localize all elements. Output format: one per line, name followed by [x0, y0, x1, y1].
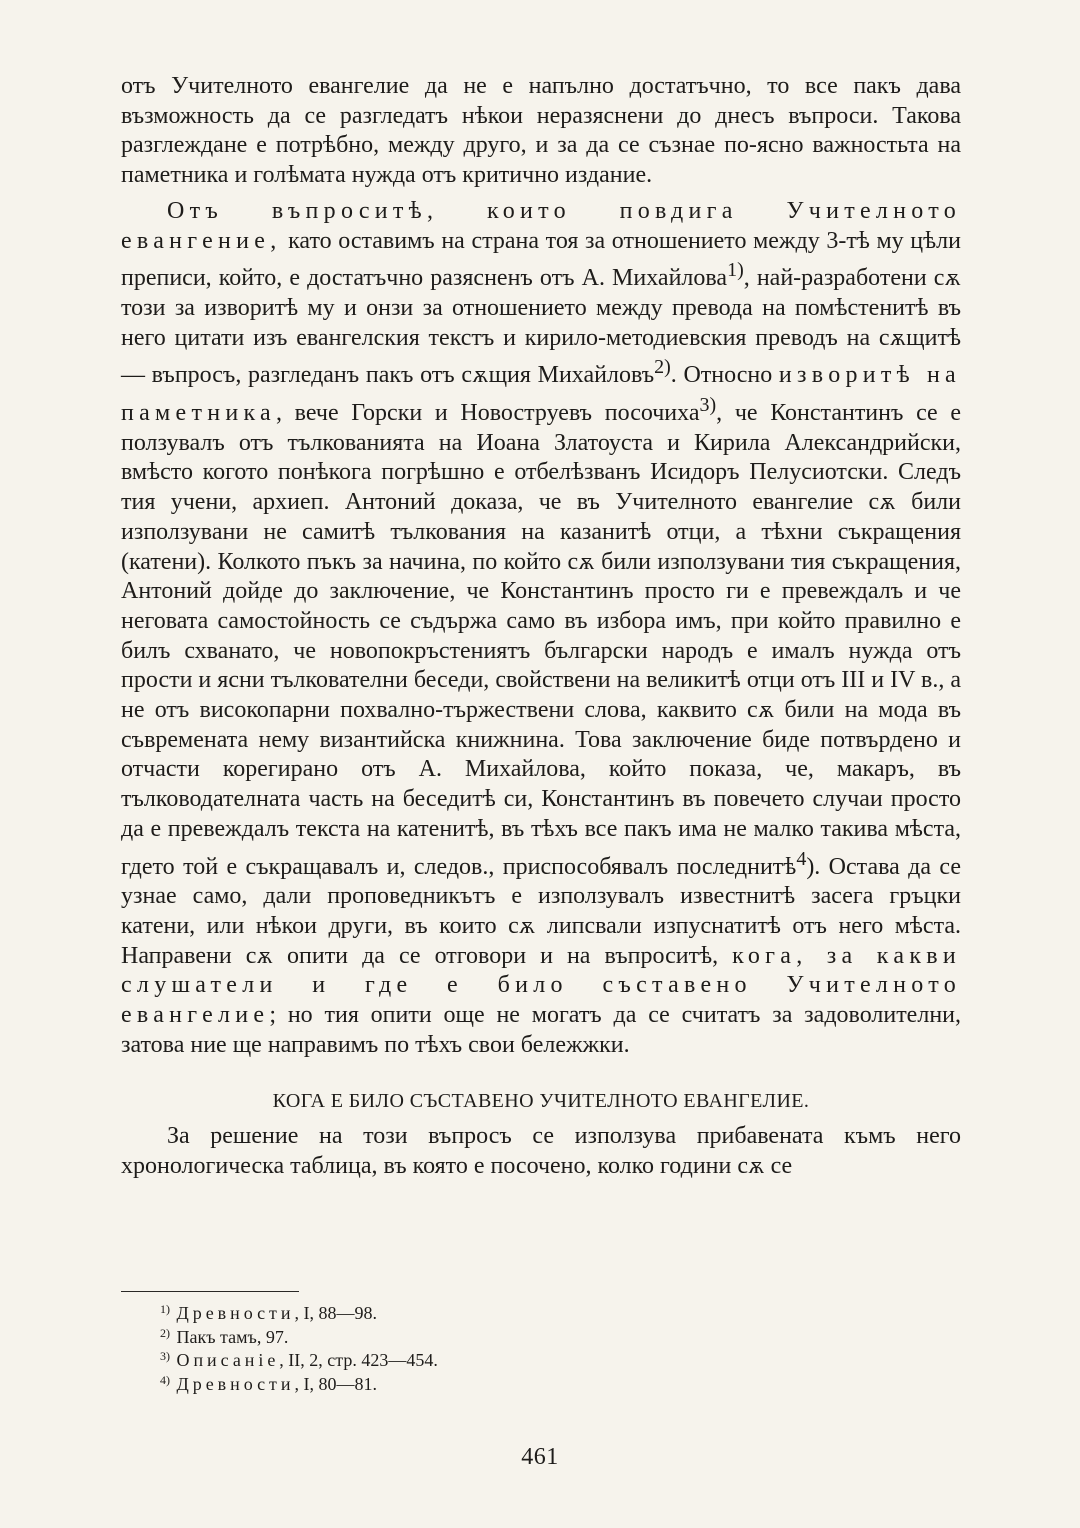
footnote-divider [121, 1291, 299, 1292]
footnote-ref-2: 2) [654, 356, 671, 379]
footnote-3: $^{3)}$ Описанiе, II, 2, стр. 423—454. [160, 1349, 438, 1370]
main-text [121, 72, 961, 1182]
paragraph-1: отъ Учителното евангелие да не е напълно достатъчно, то все пакъ дава възможность да се разгледатъ нѣкои неразяснени до днесъ въпроси. Такова разглеждане е потрѣбно, между друго, и за да се съзнае по-ясно важностьта на паметника и голѣмата нужда отъ критично издание. [121, 73, 961, 189]
paragraph-3: За решение на този въпросъ се използува прибавената къмъ него хронологическа таблица, въ която е посочено, колко години сѫ се [121, 1123, 961, 1179]
footnote-ref-4: 4 [796, 847, 807, 870]
spaced-phrase: изворитѣ на паметника [121, 362, 961, 427]
footnotes [160, 1300, 860, 1394]
footnote-ref-3: 3) [699, 394, 717, 417]
footnote-ref-1: 1) [727, 259, 744, 282]
paragraph-2: Отъ въпроситѣ, които повдига Учителното евангение, като оставимъ на страна тоя за отношението между 3-тѣ му цѣли преписи, който, е достатъчно разясненъ отъ А. Михайлова$^{1)}$, най-разработени сѫ този за изворитѣ му и онзи за отношението между превода на помѣстенитѣ въ него цитати изъ евангелския текстъ и кирило-методиевския преводъ на сѫщитѣ — въпросъ, разгледанъ пакъ отъ сѫщия Михайловъ$^{2)}$. Относно изворитѣ на паметника, вече Горски и Новоструевъ посочиха$^{3)}$, че Константинъ се е ползувалъ отъ тълкованията на Иоана Златоуста и Кирила Александрийски, вмѣсто когото понѣкога погрѣшно е отбелѣзванъ Исидоръ Пелусиотски. Следъ тия учени, архиеп. Антоний доказа, че въ Учителното евангелие сѫ били използувани не самитѣ тълкования на казанитѣ отци, а тѣхни съкращения (катени). Колкото пъкъ за начина, по който сѫ били използувани тия съкращения, Антоний дойде до заключение, че Константинъ просто ги е превеждалъ и че неговата самостойность се съдържа само въ избора имъ, при който правилно е билъ схванато, че новопокръстениятъ български народъ е ималъ нужда отъ прости и ясни тълкователни беседи, свойствени на великитѣ отци отъ III и IV в., а не отъ високопарни похвално-тържествени слова, каквито сѫ били на мода въ съвремената нему византийска книжнина. Това заключение биде потвърдено и отчасти корегирано отъ А. Михайлова, който показа, че, макаръ, въ тълководателната часть на беседитѣ си, Константинъ въ повечето случаи просто да е превеждалъ текста на катенитѣ, въ тѣхъ все пакъ има не малко такива мѣста, гдето той е съкращавалъ и, следов., приспособявалъ последнитѣ$^4$). Остава да се узнае само, дали проповедникътъ е използувалъ известнитѣ засега гръцки катени, или нѣкои други, въ които сѫ липсвали изпуснатитѣ отъ него мѣста. Направени сѫ опити да се отговори и на въпроситѣ, кога, за какви слушатели и где е било съставено Учителното евангелие; но тия опити още не могатъ да се считатъ за задоволителни, затова ние ще направимъ по тѣхъ свои бележжки. [121, 197, 962, 1058]
section-heading: КОГА Е БИЛО СЪСТАВЕНО УЧИТЕЛНОТО ЕВАНГЕЛИЕ. [272, 1089, 810, 1112]
footnote-1: $^{1)}$ Древности, I, 88—98. [160, 1302, 377, 1323]
spaced-phrase: кога, за какви слушатели и где е било съставено Учителното евангелие [121, 942, 961, 1029]
page-number: 461 [521, 1444, 559, 1470]
footnote-4: $^{4)}$ Древности, I, 80—81. [160, 1372, 377, 1394]
spaced-phrase: Отъ въпроситѣ, които повдига Учителното евангение, [121, 197, 961, 254]
footnote-2: $^{2)}$ Пакъ тамъ, 97. [160, 1325, 289, 1347]
